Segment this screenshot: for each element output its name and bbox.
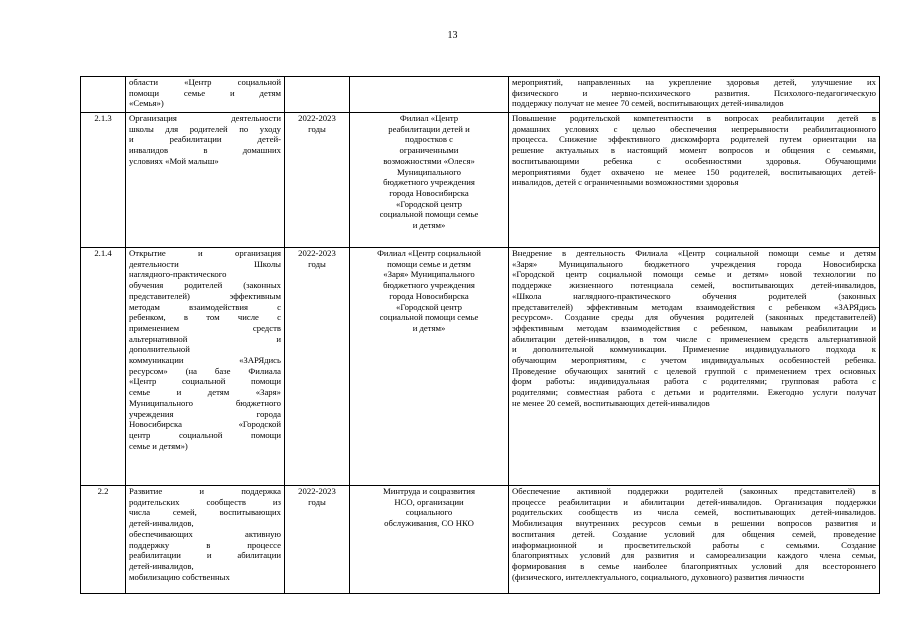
measure-name bbox=[126, 77, 285, 113]
measure-name-line: деятельности Школы bbox=[129, 258, 281, 269]
expected-result bbox=[509, 486, 880, 594]
executor-line: «Заря» Муниципального bbox=[383, 269, 475, 280]
executor bbox=[350, 486, 509, 594]
executor-line: Муниципального bbox=[396, 166, 461, 177]
table-row bbox=[81, 248, 880, 486]
expected-result-line: воспитания детей. Создание условий для общения семей, проведение bbox=[512, 528, 876, 539]
measure-name-line: родительских сообществ из bbox=[129, 496, 281, 507]
measure-name-line: Новосибирска «Городской bbox=[129, 419, 281, 430]
term-line: 2022-2023 bbox=[298, 113, 336, 123]
expected-result-line: абилитации детей-инвалидов, в том числе с применением средств альтернативной bbox=[512, 333, 876, 344]
executor-line: возможностями «Олеся» bbox=[383, 155, 475, 166]
measure-name-line: обучения родителей (законных bbox=[129, 280, 281, 291]
measure-name-line: условиях «Мой малыш» bbox=[129, 155, 219, 166]
executor-line: социальной помощи семье bbox=[379, 209, 479, 220]
expected-result-line: Обеспечение активной поддержки родителей (законных представителей) в bbox=[512, 486, 876, 496]
table-row bbox=[81, 486, 880, 594]
executor-line: обслуживания, СО НКО bbox=[384, 518, 474, 529]
measure-name-line: дополнительной bbox=[129, 344, 190, 355]
expected-result bbox=[509, 248, 880, 486]
measure-name bbox=[126, 486, 285, 594]
expected-result-line: Повышение родительской компетентности в вопросах реабилитации детей в bbox=[512, 113, 876, 123]
expected-result-line: Внедрение в деятельность Филиала «Центр социальной помощи семье и детям bbox=[512, 248, 876, 258]
executor-line: социальной помощи семье bbox=[379, 312, 479, 323]
executor-line: ограниченными bbox=[399, 145, 459, 156]
measure-name-line: семье и детям») bbox=[129, 440, 188, 451]
executor-line: подростков с bbox=[405, 134, 453, 145]
measure-name-line: школы для родителей по уходу bbox=[129, 123, 281, 134]
expected-result-line: и дополнительной коммуникации. Применение индивидуального подхода к bbox=[512, 344, 876, 355]
executor-line: города Новосибирска bbox=[389, 290, 469, 301]
expected-result-line: обучающим мероприятиям, с учетом индивидуальных особенностей ребенка. bbox=[512, 355, 876, 366]
executor-line: НСО, организации bbox=[394, 496, 464, 507]
measure-name-line: и реабилитации детей- bbox=[129, 134, 281, 145]
measure-name-line: детей-инвалидов, bbox=[129, 560, 194, 571]
measure-name-line: Организация деятельности bbox=[129, 113, 281, 123]
measure-name-line: области «Центр социальной bbox=[129, 77, 281, 87]
expected-result-line: процесса. Снижение эффективного дискомфорта родителей путем ориентации на bbox=[512, 134, 876, 145]
measure-name-line: числа семей, воспитывающих bbox=[129, 507, 281, 518]
expected-result-line: физического и нервно-психического развития. Психолого-педагогическую bbox=[512, 87, 876, 98]
expected-result-line: родителями; совместная работа с детьми и родителями. Ежегодно услуги получат bbox=[512, 387, 876, 398]
measure-name-line: ребенком, в том числе с bbox=[129, 312, 281, 323]
executor bbox=[350, 77, 509, 113]
item-number bbox=[81, 77, 126, 113]
measure-name-line: «Центр социальной помощи bbox=[129, 376, 281, 387]
item-number: 2.1.4 bbox=[81, 248, 126, 486]
expected-result-line: инвалидов, детей с ограниченными возможностями здоровья bbox=[512, 177, 739, 188]
term-line: 2022-2023 bbox=[298, 486, 336, 496]
measure-name-line: мобилизацию собственных bbox=[129, 571, 230, 582]
expected-result-line: не менее 20 семей, воспитывающих детей-инвалидов bbox=[512, 397, 710, 408]
expected-result-line: эффективным методам взаимодействия с ребенком, навыкам реабилитации и bbox=[512, 322, 876, 333]
expected-result-line: родительских сообществ из числа семей, воспитывающих детей-инвалидов. bbox=[512, 507, 876, 518]
expected-result-line: решение актуальных в настоящий момент вопросов и общения с семьями, bbox=[512, 145, 876, 156]
executor bbox=[350, 248, 509, 486]
measure-name-line: инвалидов в домашних bbox=[129, 145, 281, 156]
term bbox=[285, 113, 350, 248]
measure-name-line: Муниципального бюджетного bbox=[129, 397, 281, 408]
measure-name-line: семье и детям «Заря» bbox=[129, 387, 281, 398]
term bbox=[285, 77, 350, 113]
executor-line: и детям» bbox=[412, 322, 446, 333]
measure-name-line: альтернативной и bbox=[129, 333, 281, 344]
measure-name-line: обеспечивающих активную bbox=[129, 528, 281, 539]
expected-result bbox=[509, 113, 880, 248]
measure-name-line: реабилитации и абилитации bbox=[129, 550, 281, 561]
term bbox=[285, 486, 350, 594]
term-line: годы bbox=[308, 496, 326, 507]
item-number: 2.1.3 bbox=[81, 113, 126, 248]
expected-result-line: воспитывающими ребенка с особенностями здоровья. Обучающими bbox=[512, 155, 876, 166]
item-number: 2.2 bbox=[81, 486, 126, 594]
measure-name bbox=[126, 248, 285, 486]
executor-line: «Городской центр bbox=[395, 301, 462, 312]
term bbox=[285, 248, 350, 486]
measure-name-line: центр социальной помощи bbox=[129, 429, 281, 440]
measure-name-line: представителей) эффективным bbox=[129, 290, 281, 301]
measure-name-line: наглядного-практического bbox=[129, 269, 227, 280]
expected-result-line: благоприятных условий для развития и самореализации каждого члена семьи, bbox=[512, 550, 876, 561]
measure-name bbox=[126, 113, 285, 248]
executor-line: «Городской центр bbox=[395, 198, 462, 209]
executor-line: Филиал «Центр bbox=[399, 113, 459, 123]
measure-name-line: методам взаимодействия с bbox=[129, 301, 281, 312]
executor-line: и детям» bbox=[412, 220, 446, 231]
expected-result-line: процессе реабилитации и абилитации детей-инвалидов. Организация поддержки bbox=[512, 496, 876, 507]
expected-result-line: (физического, интеллектуального, социального, духовного) развития личности bbox=[512, 571, 805, 582]
measure-name-line: учреждения города bbox=[129, 408, 281, 419]
measure-name-line: применением средств bbox=[129, 322, 281, 333]
measure-name-line: поддержку в процессе bbox=[129, 539, 281, 550]
table-row bbox=[81, 113, 880, 248]
expected-result-line: «Школа наглядного-практического обучения родителей (законных bbox=[512, 290, 876, 301]
expected-result-line: поддержку получат не менее 70 семей, воспитывающих детей-инвалидов bbox=[512, 98, 784, 109]
executor-line: помощи семье и детям bbox=[387, 258, 471, 269]
executor bbox=[350, 113, 509, 248]
measure-name-line: ресурсом» (на базе Филиала bbox=[129, 365, 281, 376]
measure-name-line: помощи семье и детям bbox=[129, 87, 281, 98]
measure-name-line: Развитие и поддержка bbox=[129, 486, 281, 496]
measure-name-line: Открытие и организация bbox=[129, 248, 281, 258]
term-line: годы bbox=[308, 123, 326, 134]
expected-result-line: «Заря» Муниципального бюджетного учреждения города Новосибирска bbox=[512, 258, 876, 269]
executor-line: бюджетного учреждения bbox=[383, 280, 475, 291]
page-number: 13 bbox=[447, 30, 458, 41]
executor-line: Минтруда и соцразвития bbox=[383, 486, 475, 496]
expected-result-line: Мобилизация внутренних ресурсов семьи в решении вопросов развития и bbox=[512, 518, 876, 529]
expected-result-line: мероприятий, направленных на укрепление здоровья детей, улучшение их bbox=[512, 77, 876, 87]
expected-result-line: информационной и просветительской работы с семьями. Создание bbox=[512, 539, 876, 550]
measure-name-line: детей-инвалидов, bbox=[129, 518, 194, 529]
expected-result-line: представителей) эффективным методам взаимодействия с ребенком «ЗАРЯдись bbox=[512, 301, 876, 312]
expected-result-line: домашних условиях с целью обеспечения непрерывности реабилитационного bbox=[512, 123, 876, 134]
expected-result-line: Проведение обучающих занятий с целевой группой с применением трех основных bbox=[512, 365, 876, 376]
executor-line: социального bbox=[405, 507, 453, 518]
expected-result-line: форм работы: индивидуальная работа с родителями; групповая работа с bbox=[512, 376, 876, 387]
expected-result-line: «Городской центр социальной помощи семье и детям» новой технологии по bbox=[512, 269, 876, 280]
expected-result-line: формирования в семье наиболее благоприятных условий для всестороннего bbox=[512, 560, 876, 571]
measure-name-line: коммуникации «ЗАРЯдись bbox=[129, 355, 281, 366]
expected-result-line: ресурсом». Создание среды для обучения родителей (законных представителей) bbox=[512, 312, 876, 323]
expected-result bbox=[509, 77, 880, 113]
measure-name-line: «Семья») bbox=[129, 98, 164, 109]
executor-line: города Новосибирска bbox=[389, 187, 469, 198]
executor-line: Филиал «Центр социальной bbox=[377, 248, 481, 258]
term-line: 2022-2023 bbox=[298, 248, 336, 258]
term-line: годы bbox=[308, 258, 326, 269]
measures-table bbox=[80, 76, 880, 594]
expected-result-line: мероприятиями будет охвачено не менее 150 родителей, воспитывающих детей- bbox=[512, 166, 876, 177]
expected-result-line: поддержке жизненного потенциала семей, воспитывающих детей-инвалидов, bbox=[512, 280, 876, 291]
executor-line: бюджетного учреждения bbox=[383, 177, 475, 188]
executor-line: реабилитации детей и bbox=[388, 123, 470, 134]
table-row bbox=[81, 77, 880, 113]
